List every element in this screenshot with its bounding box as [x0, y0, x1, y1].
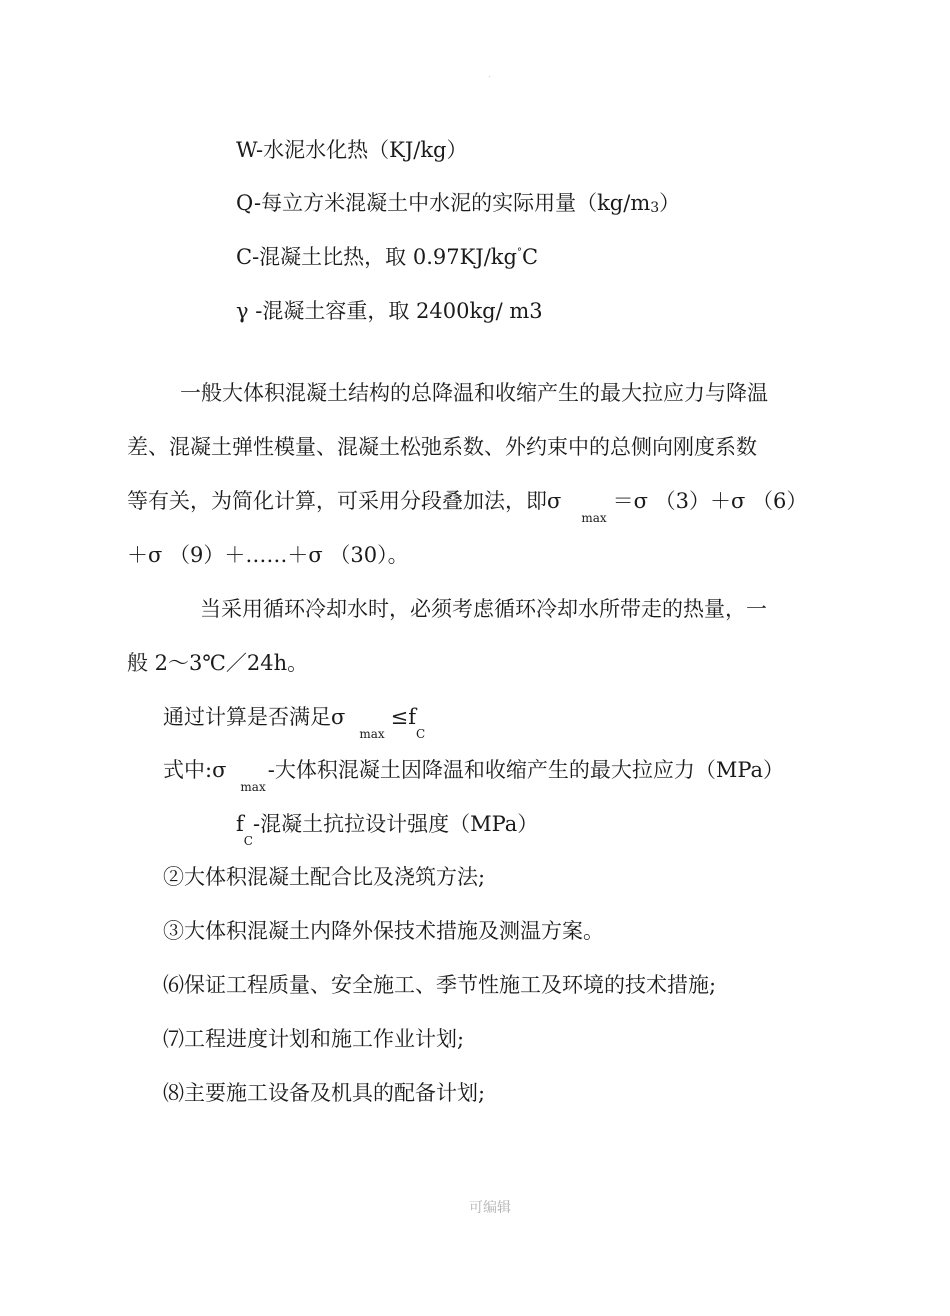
def-c-degree: ° — [516, 247, 522, 258]
para1-line3 — [127, 488, 808, 525]
where-line — [163, 757, 785, 794]
list-item: ⑺工程进度计划和施工作业计划; — [163, 1027, 465, 1051]
def-c-unit: C — [521, 245, 539, 269]
check-c-sub: C — [416, 727, 426, 741]
def-c — [236, 244, 538, 275]
where-max-sub: max — [240, 780, 266, 794]
header-dot: . — [488, 70, 491, 79]
para1-line3-formula: ＝σ （3）＋σ （6） — [612, 489, 808, 513]
list-item: ⑹保证工程质量、安全施工、季节性施工及环境的技术措施; — [163, 973, 717, 997]
para2-line1: 当采用循环冷却水时，必须考虑循环冷却水所带走的热量，一 — [200, 597, 767, 621]
para2-line2: 般 2～3℃／24h。 — [127, 651, 309, 675]
para1-line3-text: 等有关，为简化计算，可采用分段叠加法，即σ — [127, 489, 562, 513]
list-item: ②大体积混凝土配合比及浇筑方法; — [163, 865, 486, 889]
list-item: ③大体积混凝土内降外保技术措施及测温方案。 — [163, 919, 604, 943]
check-max-sub: max — [359, 727, 385, 741]
para1-line1: 一般大体积混凝土结构的总降温和收缩产生的最大拉应力与降温 — [180, 381, 768, 405]
def-gamma: γ -混凝土容重，取 2400kg/ m3 — [236, 299, 543, 323]
check-condition — [163, 704, 426, 741]
para1-max-sub: max — [581, 511, 607, 525]
footer-editable-label: 可编辑 — [469, 1200, 511, 1216]
check-leq: ≤f — [390, 705, 417, 729]
where-text: 式中:σ — [163, 758, 227, 782]
para1-line2: 差、混凝土弹性模量、混凝土松弛系数、外约束中的总侧向刚度系数 — [127, 435, 757, 459]
fc-sub: C — [243, 834, 253, 848]
fc-desc: -混凝土抗拉设计强度（MPa） — [252, 812, 539, 836]
def-q-sub: 3 — [650, 200, 660, 216]
def-q-text: Q-每立方米混凝土中水泥的实际用量（kg/m — [236, 191, 651, 215]
where-desc: -大体积混凝土因降温和收缩产生的最大拉应力（MPa） — [267, 758, 785, 782]
def-q — [236, 190, 680, 219]
fc-line — [236, 811, 539, 848]
check-text: 通过计算是否满足σ — [163, 705, 346, 729]
list-item: ⑻主要施工设备及机具的配备计划; — [163, 1081, 486, 1105]
def-c-text: C-混凝土比热，取 0.97KJ/kg — [236, 245, 517, 269]
def-w: W-水泥水化热（KJ/kg） — [236, 138, 468, 162]
para1-line4: ＋σ （9）＋……＋σ （30）。 — [127, 543, 409, 567]
fc-symbol: f — [236, 812, 244, 836]
def-q-close: ） — [659, 191, 681, 215]
